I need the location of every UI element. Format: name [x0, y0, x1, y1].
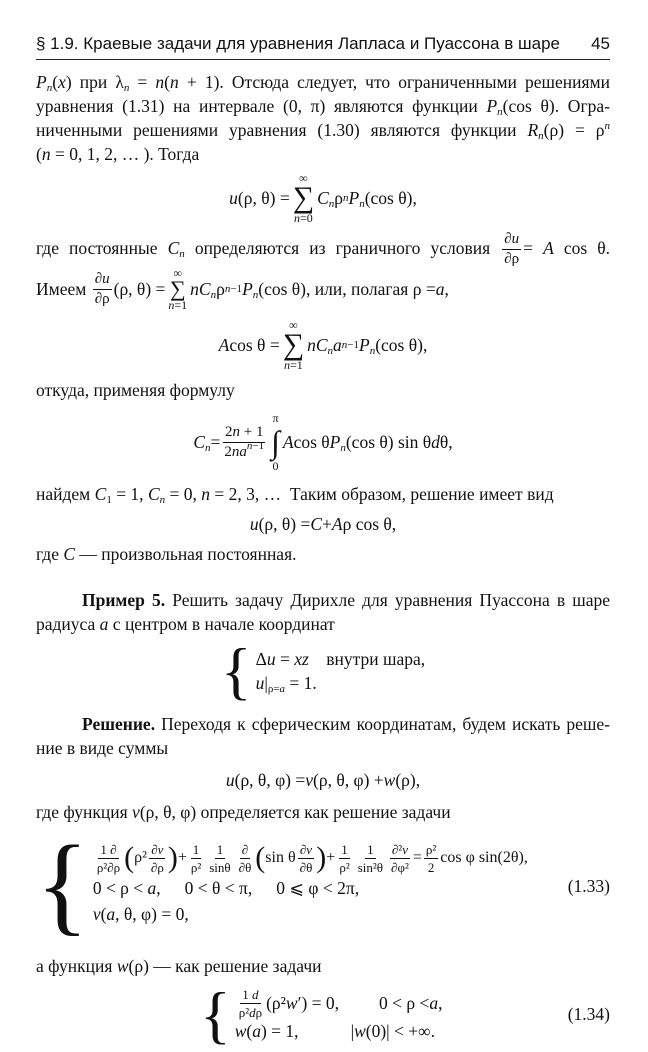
paragraph-1-line-1: $P_n(x)$ при $\lambda_n = n(n + 1)$. Отсюда следует, что ограниченными решениями — [36, 72, 610, 94]
equation-dirichlet: { Δu = xz внутри шара, $u|_{\rho=a} = 1$. — [220, 635, 426, 706]
solution-line-2: ние в виде суммы — [36, 738, 169, 758]
example-5-line-2: радиуса a с центром в начале координат — [36, 614, 335, 634]
equation-number-1-34: (1.34) — [567, 1004, 610, 1024]
paragraph-1-line-4: (n = 0, 1, 2, … ). Тогда — [36, 144, 200, 164]
paragraph-7: где функция v(ρ, θ, φ) определяется как решение задачи — [36, 802, 451, 822]
equation-boundary: A cos θ = ∞ ∑ n=1 $nC_na$ n−1 $P_n$ (cos θ), — [218, 318, 428, 372]
equation-u-series: u (ρ, θ) = ∞ ∑ n=0 $C_n$ ρ n $P_n$ (cos θ), — [229, 171, 417, 225]
paragraph-4: откуда, применяя формулу — [36, 380, 235, 400]
equation-sum: u (ρ, θ, φ) = v (ρ, θ, φ) + w (ρ), — [225, 770, 421, 790]
paragraph-1-line-2: уравнения (1.31) на интервале (0, π) являются функции $P_n(\cos$ θ). Огра- — [36, 96, 610, 118]
paragraph-6: где C — произвольная постоянная. — [36, 544, 297, 564]
equation-1-33: { $\frac{1 \partial}{\text{ρ²∂ρ}}$ ( ρ² $\frac{\partial v}{\partial\rho}$ ) + $\frac{1}{\text{ρ²}}$ $\frac{1}{\sin\theta}$ $\frac{\partial}{\partial\theta}$ ( sin θ $\frac{\partial v}{\partial\theta}$ ) + $\frac{1}{\text{ρ²}}$ $\frac{1}{\text{sin²θ}}$ $\frac{\text{∂²v}}{\text{∂φ²}}$ = $\frac{\text{ρ²}}{2}$ cos φ sin(2θ), 0 < ρ < a, 0 < θ < π, 0 ⩽ φ < 2π, v(a, θ, φ) = 0, (1.33) — [36, 823, 610, 945]
solution-line-1: Решение. Переходя к сферическим координатам, будем искать реше- — [82, 714, 610, 734]
paragraph-5: найдем $C_1 = 1$, $C_n = 0$, n = 2, 3, … Таким образом, решение имеет вид — [36, 484, 554, 506]
paragraph-1-line-3: ниченными решениями уравнения (1.30) являются функции $R_n(\rho) = \rho^n$ — [36, 120, 610, 142]
example-5-line-1: Пример 5. Решить задачу Дирихле для уравнения Пуассона в шаре — [82, 590, 610, 610]
equation-cn: $C_n$ = $\frac{2n + 1}{2na^{n-1}}$ π ∫ 0 A cos θ $P_n$ (cos θ) sin θ d θ, — [193, 411, 453, 473]
paragraph-8: а функция w(ρ) — как решение задачи — [36, 956, 322, 976]
running-header — [36, 30, 610, 60]
equation-1-34: { $\frac{1 d}{\text{ρ²dρ}}$ (ρ² w ′) = 0, 0 < ρ < a , w(a) = 1, |w(0)| < +∞. (1.34) — [200, 979, 610, 1050]
equation-number-1-33: (1.33) — [567, 876, 610, 896]
header-title: § 1.9. Краевые задачи для уравнения Лапласа и Пуассона в шаре — [36, 34, 560, 53]
equation-solution: u (ρ, θ) = C + A ρ cos θ, — [249, 514, 397, 534]
page-number: 45 — [591, 34, 610, 53]
page — [36, 30, 610, 1052]
paragraph-2: где постоянные $C_n$ определяются из граничного условия $\frac{\partial u}{\partial\rho}$ = A cos θ. — [36, 231, 611, 268]
paragraph-3: Имеем $\frac{\partial u}{\partial\rho}$ (ρ, θ) = ∞ ∑ n=1 $nC_n$ ρ n−1 $P_n$ (cos θ) , или, полагая ρ = a , — [36, 266, 449, 312]
